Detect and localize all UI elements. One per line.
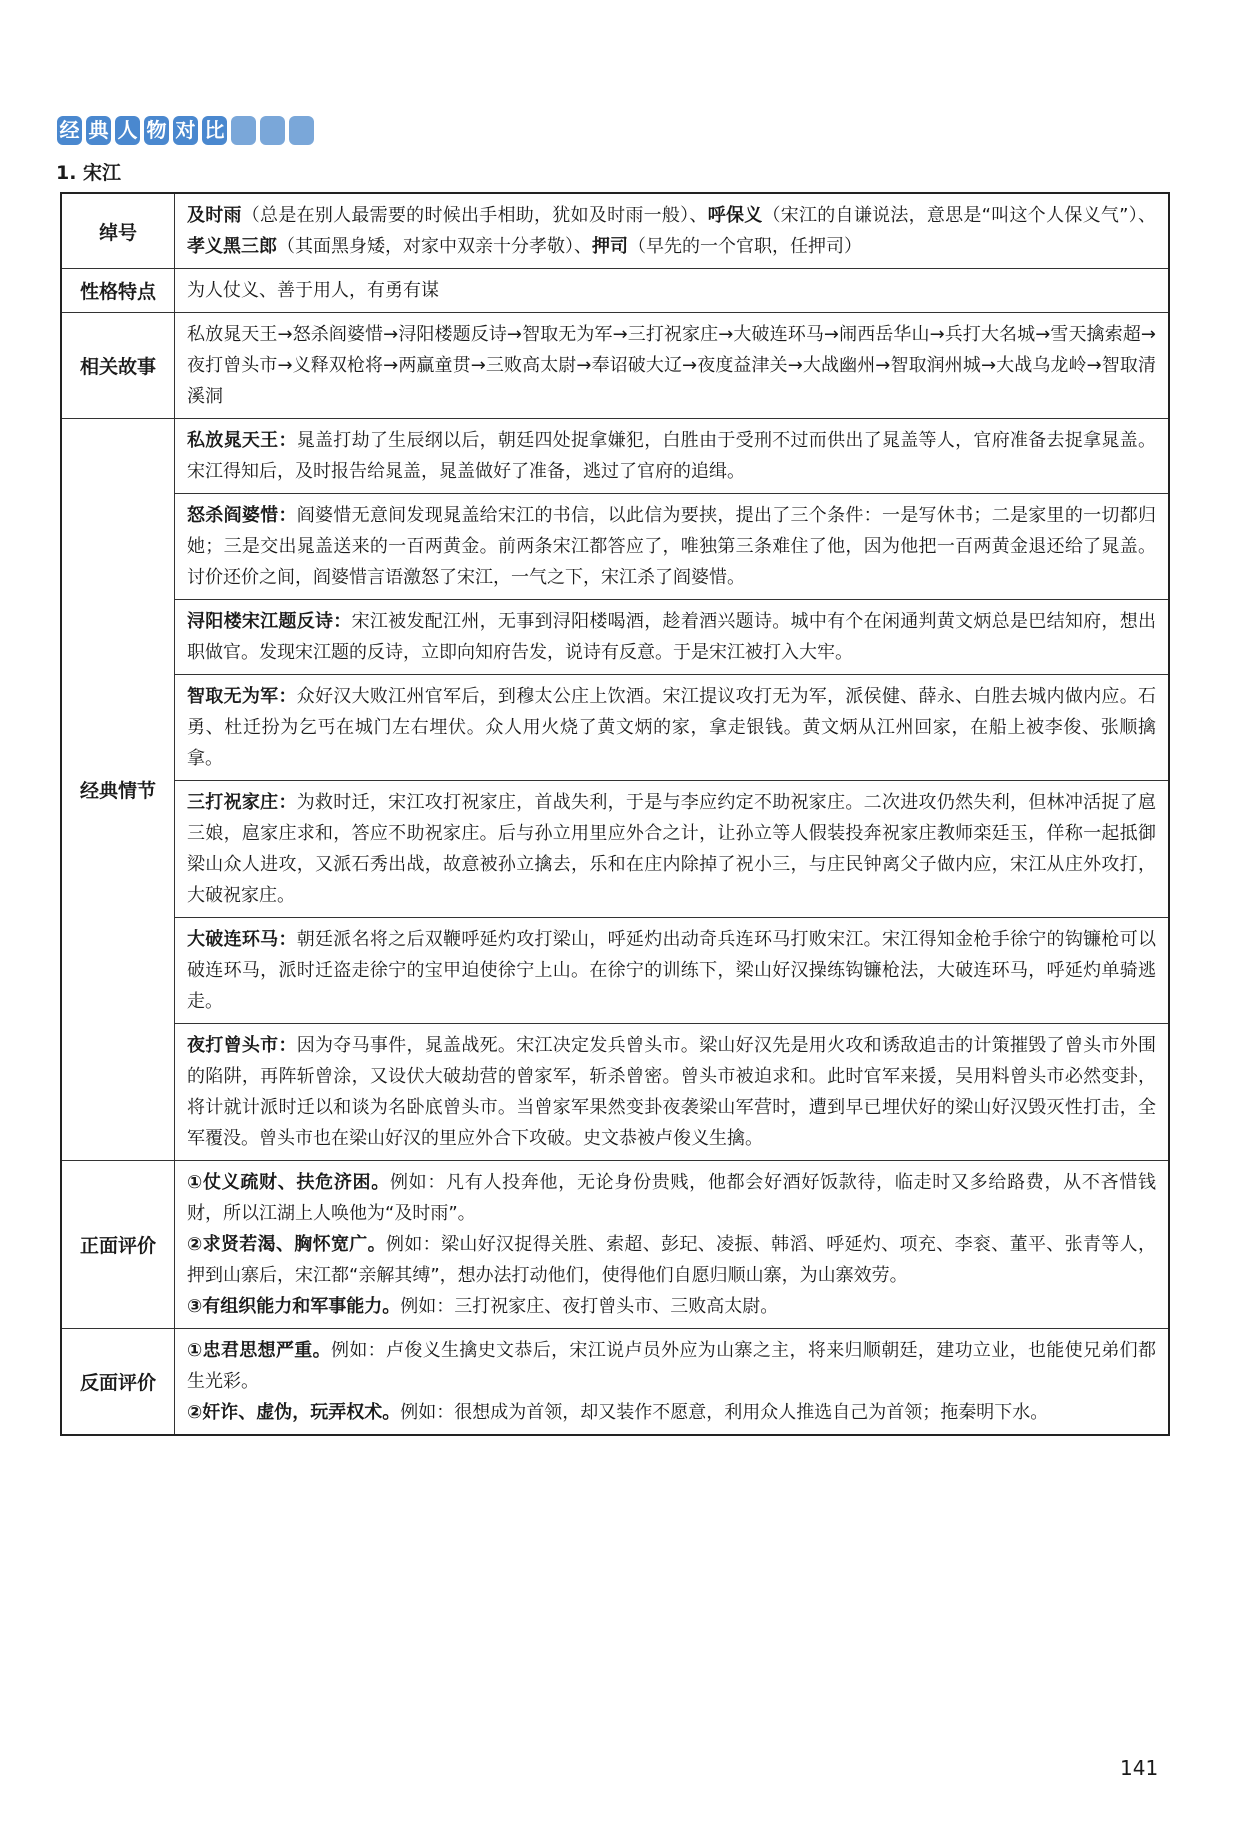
header-decor-tile (231, 116, 256, 145)
row-classic-plots (61, 419, 1169, 1161)
row-label: 相关故事 (61, 313, 175, 419)
row-label: 正面评价 (61, 1161, 175, 1329)
positive-review-text (175, 1161, 1168, 1328)
row-positive-review (61, 1161, 1169, 1329)
personality-text: 为人仗义、善于用人，有勇有谋 (187, 280, 439, 301)
header-tile: 人 (115, 116, 140, 145)
plot-item: 怒杀阎婆惜：阎婆惜无意间发现晁盖给宋江的书信，以此信为要挟，提出了三个条件：一是写休书；二是家里的一切都归她；三是交出晁盖送来的一百两黄金。前两条宋江都答应了，唯独第三条难住了他，因为他把一百两黄金退还给了晁盖。讨价还价之间，阎婆惜言语激怒了宋江，一气之下，宋江杀了阎婆惜。 (175, 494, 1168, 600)
row-nickname (61, 193, 1169, 269)
nickname-name: 孝义黑三郎 (187, 236, 277, 257)
character-title: 1. 宋江 (56, 162, 122, 184)
review-item: ②求贤若渴、胸怀宽广。例如：梁山好汉捉得关胜、索超、彭玘、凌振、韩滔、呼延灼、项充、李衮、董平、张青等人，押到山寨后，宋江都“亲解其缚”，想办法打动他们，使得他们自愿归顺山寨，为山寨效劳。 (187, 1234, 1156, 1286)
nickname-name: 呼保义 (707, 205, 763, 226)
stories-text: 私放晁天王→怒杀阎婆惜→浔阳楼题反诗→智取无为军→三打祝家庄→大破连环马→闹西岳华山→兵打大名城→雪天擒索超→夜打曾头市→义释双枪将→两赢童贯→三败高太尉→奉诏破大辽→夜度益津关→大战幽州→智取润州城→大战乌龙岭→智取清溪洞 (187, 324, 1156, 407)
plot-item: 夜打曾头市：因为夺马事件，晁盖战死。宋江决定发兵曾头市。梁山好汉先是用火攻和诱敌追击的计策摧毁了曾头市外围的陷阱，再阵斩曾涂，又设伏大破劫营的曾家军，斩杀曾密。曾头市被迫求和。此时官军来援，吴用料曾头市必然变卦，将计就计派时迁以和谈为名卧底曾头市。当曾家军果然变卦夜袭梁山军营时，遭到早已埋伏好的梁山好汉毁灭性打击，全军覆没。曾头市也在梁山好汉的里应外合下攻破。史文恭被卢俊义生擒。 (187, 1035, 1156, 1149)
review-item: ①忠君思想严重。例如：卢俊义生擒史文恭后，宋江说卢员外应为山寨之主，将来归顺朝廷，建功立业，也能使兄弟们都生光彩。 (187, 1340, 1156, 1392)
row-negative-review (61, 1329, 1169, 1436)
row-label: 经典情节 (61, 419, 175, 1161)
section-header (57, 116, 314, 145)
character-table (60, 192, 1170, 1436)
header-tile: 物 (144, 116, 169, 145)
review-item: ②奸诈、虚伪，玩弄权术。例如：很想成为首领，却又装作不愿意，利用众人推选自己为首领；拖秦明下水。 (187, 1402, 1049, 1423)
negative-review-text (175, 1329, 1168, 1434)
nickname-name: 押司 (592, 236, 628, 257)
plot-item: 三打祝家庄：为救时迁，宋江攻打祝家庄，首战失利，于是与李应约定不助祝家庄。二次进攻仍然失利，但林冲活捉了扈三娘，扈家庄求和，答应不助祝家庄。后与孙立用里应外合之计，让孙立等人假装投奔祝家庄教师栾廷玉，佯称一起抵御梁山众人进攻，又派石秀出战，故意被孙立擒去，乐和在庄内除掉了祝小三，与庄民钟离父子做内应，宋江从庄外攻打，大破祝家庄。 (175, 781, 1168, 918)
nickname-name: 及时雨 (187, 205, 242, 226)
nickname-text: 及时雨（总是在别人最需要的时候出手相助，犹如及时雨一般）、呼保义（宋江的自谦说法，意思是“叫这个人保义气”）、孝义黑三郎（其面黑身矮，对家中双亲十分孝敬）、押司（早先的一个官职，任押司） (187, 205, 1156, 257)
row-label: 性格特点 (61, 269, 175, 313)
review-item: ①仗义疏财、扶危济困。例如：凡有人投奔他，无论身份贵贱，他都会好酒好饭款待，临走时又多给路费，从不吝惜钱财，所以江湖上人唤他为“及时雨”。 (187, 1172, 1156, 1224)
header-decor-tile (260, 116, 285, 145)
row-label: 反面评价 (61, 1329, 175, 1436)
row-label: 绰号 (61, 193, 175, 269)
header-tile: 典 (86, 116, 111, 145)
plot-item: 智取无为军：众好汉大败江州官军后，到穆太公庄上饮酒。宋江提议攻打无为军，派侯健、薛永、白胜去城内做内应。石勇、杜迁扮为乞丐在城门左右埋伏。众人用火烧了黄文炳的家，拿走银钱。黄文炳从江州回家，在船上被李俊、张顺擒拿。 (175, 675, 1168, 781)
row-stories (61, 313, 1169, 419)
plot-item: 大破连环马：朝廷派名将之后双鞭呼延灼攻打梁山，呼延灼出动奇兵连环马打败宋江。宋江得知金枪手徐宁的钩镰枪可以破连环马，派时迁盗走徐宁的宝甲迫使徐宁上山。在徐宁的训练下，梁山好汉操练钩镰枪法，大破连环马，呼延灼单骑逃走。 (175, 918, 1168, 1024)
row-personality (61, 269, 1169, 313)
header-tile: 对 (173, 116, 198, 145)
page-number: 141 (1120, 1756, 1159, 1780)
plot-item: 私放晁天王：晁盖打劫了生辰纲以后，朝廷四处捉拿嫌犯，白胜由于受刑不过而供出了晁盖等人，官府准备去捉拿晁盖。宋江得知后，及时报告给晁盖，晁盖做好了准备，逃过了官府的追缉。 (175, 419, 1168, 494)
plot-item: 浔阳楼宋江题反诗：宋江被发配江州，无事到浔阳楼喝酒，趁着酒兴题诗。城中有个在闲通判黄文炳总是巴结知府，想出职做官。发现宋江题的反诗，立即向知府告发，说诗有反意。于是宋江被打入大牢。 (175, 600, 1168, 675)
review-item: ③有组织能力和军事能力。例如：三打祝家庄、夜打曾头市、三败高太尉。 (187, 1296, 779, 1317)
header-tile: 比 (202, 116, 227, 145)
header-tile: 经 (57, 116, 82, 145)
header-decor-tile (289, 116, 314, 145)
